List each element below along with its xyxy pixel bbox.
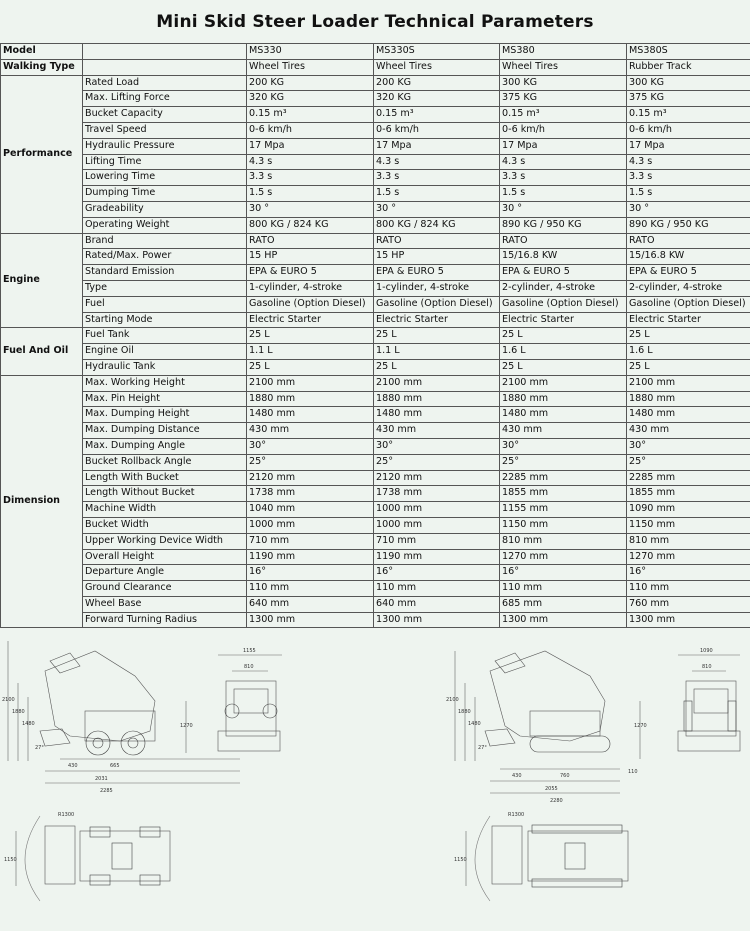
param-value: 4.3 s: [247, 154, 374, 170]
param-value: 1000 mm: [374, 502, 500, 518]
param-value: 300 KG: [627, 75, 750, 91]
walking-type-row: [1, 59, 750, 75]
dim-label: 810: [244, 664, 254, 670]
dim-label: 2280: [550, 798, 563, 804]
param-label: Max. Working Height: [83, 375, 247, 391]
param-value: Gasoline (Option Diesel): [627, 296, 750, 312]
param-value: 25°: [247, 454, 374, 470]
param-value: 640 mm: [374, 596, 500, 612]
param-value: 25 L: [627, 359, 750, 375]
param-value: 1480 mm: [374, 407, 500, 423]
param-value: 430 mm: [247, 423, 374, 439]
dimension-drawings-svg: [0, 631, 750, 927]
param-value: 30 °: [374, 201, 500, 217]
param-value: 3.3 s: [627, 170, 750, 186]
spec-row: [1, 423, 750, 439]
param-label: Fuel Tank: [83, 328, 247, 344]
param-label: Bucket Width: [83, 517, 247, 533]
param-label: Max. Dumping Distance: [83, 423, 247, 439]
spec-row: [1, 138, 750, 154]
dim-label: 1480: [22, 721, 35, 727]
spec-row: [1, 233, 750, 249]
param-value: 2285 mm: [627, 470, 750, 486]
model-name: MS330: [247, 44, 374, 60]
group-label: Engine: [1, 233, 83, 328]
dim-label: 1880: [458, 709, 471, 715]
param-label: Max. Pin Height: [83, 391, 247, 407]
dim-label: 760: [560, 773, 570, 779]
spec-row: [1, 549, 750, 565]
param-label: Engine Oil: [83, 344, 247, 360]
dim-label: 810: [702, 664, 712, 670]
param-value: 2100 mm: [374, 375, 500, 391]
walking-type-value: Rubber Track: [627, 59, 750, 75]
spec-row: [1, 454, 750, 470]
param-value: 0.15 m³: [627, 107, 750, 123]
dim-label: 1155: [243, 648, 256, 654]
param-label: Starting Mode: [83, 312, 247, 328]
param-value: 4.3 s: [627, 154, 750, 170]
tracked-side-view: [455, 651, 640, 793]
model-name: MS380: [500, 44, 627, 60]
param-value: 1480 mm: [627, 407, 750, 423]
param-value: 1738 mm: [374, 486, 500, 502]
param-value: 16°: [374, 565, 500, 581]
param-value: 1880 mm: [374, 391, 500, 407]
dim-label: 1150: [4, 857, 17, 863]
spec-row: [1, 170, 750, 186]
param-value: 1.6 L: [627, 344, 750, 360]
param-value: EPA & EURO 5: [247, 265, 374, 281]
spec-row: [1, 280, 750, 296]
param-value: 1190 mm: [247, 549, 374, 565]
spec-row: [1, 312, 750, 328]
param-value: 3.3 s: [247, 170, 374, 186]
param-value: EPA & EURO 5: [627, 265, 750, 281]
param-value: 15/16.8 KW: [500, 249, 627, 265]
param-value: 15/16.8 KW: [627, 249, 750, 265]
dim-label: 1090: [700, 648, 713, 654]
spec-row: [1, 581, 750, 597]
param-value: 200 KG: [374, 75, 500, 91]
model-label-spacer: [83, 44, 247, 60]
param-value: 110 mm: [247, 581, 374, 597]
param-value: 0.15 m³: [374, 107, 500, 123]
param-value: 200 KG: [247, 75, 374, 91]
param-label: Operating Weight: [83, 217, 247, 233]
dim-label: 2031: [95, 776, 108, 782]
param-label: Rated Load: [83, 75, 247, 91]
param-value: 1.1 L: [247, 344, 374, 360]
spec-row: [1, 612, 750, 628]
param-label: Ground Clearance: [83, 581, 247, 597]
param-value: 30 °: [500, 201, 627, 217]
param-label: Overall Height: [83, 549, 247, 565]
param-value: Electric Starter: [627, 312, 750, 328]
param-value: 17 Mpa: [247, 138, 374, 154]
param-label: Max. Dumping Height: [83, 407, 247, 423]
param-label: Machine Width: [83, 502, 247, 518]
param-label: Standard Emission: [83, 265, 247, 281]
param-value: Electric Starter: [500, 312, 627, 328]
dim-label: 2285: [100, 788, 113, 794]
spec-row: [1, 201, 750, 217]
param-value: 0-6 km/h: [247, 122, 374, 138]
param-value: EPA & EURO 5: [374, 265, 500, 281]
dim-label: 27°: [478, 745, 487, 751]
walking-type-value: Wheel Tires: [500, 59, 627, 75]
param-value: 1.6 L: [500, 344, 627, 360]
param-value: 1190 mm: [374, 549, 500, 565]
dim-label: 2100: [2, 697, 15, 703]
page-title: Mini Skid Steer Loader Technical Parameters: [0, 0, 750, 43]
param-value: 320 KG: [374, 91, 500, 107]
param-label: Lowering Time: [83, 170, 247, 186]
spec-row: [1, 186, 750, 202]
model-name: MS380S: [627, 44, 750, 60]
param-label: Upper Working Device Width: [83, 533, 247, 549]
spec-row: [1, 517, 750, 533]
dim-label: R1300: [58, 812, 74, 818]
spec-row: [1, 154, 750, 170]
param-value: 25°: [500, 454, 627, 470]
param-value: 640 mm: [247, 596, 374, 612]
param-label: Lifting Time: [83, 154, 247, 170]
param-value: 1155 mm: [500, 502, 627, 518]
param-value: 800 KG / 824 KG: [374, 217, 500, 233]
param-label: Bucket Capacity: [83, 107, 247, 123]
dim-label: 2100: [446, 697, 459, 703]
param-value: Gasoline (Option Diesel): [500, 296, 627, 312]
param-value: 1300 mm: [374, 612, 500, 628]
dim-label: 665: [110, 763, 120, 769]
param-label: Length With Bucket: [83, 470, 247, 486]
param-value: 1880 mm: [627, 391, 750, 407]
dimension-drawings: [0, 631, 750, 927]
param-value: 890 KG / 950 KG: [500, 217, 627, 233]
param-value: 710 mm: [247, 533, 374, 549]
dim-label: 1150: [454, 857, 467, 863]
param-value: 30°: [500, 438, 627, 454]
param-value: 0.15 m³: [247, 107, 374, 123]
param-value: 1300 mm: [247, 612, 374, 628]
spec-row: [1, 375, 750, 391]
walking-type-value: Wheel Tires: [374, 59, 500, 75]
param-value: 2285 mm: [500, 470, 627, 486]
param-value: 17 Mpa: [500, 138, 627, 154]
param-value: 17 Mpa: [627, 138, 750, 154]
walking-type-spacer: [83, 59, 247, 75]
spec-row: [1, 359, 750, 375]
param-value: 1300 mm: [500, 612, 627, 628]
spec-row: [1, 107, 750, 123]
param-value: 25°: [627, 454, 750, 470]
param-value: 25°: [374, 454, 500, 470]
spec-row: [1, 470, 750, 486]
param-value: 0-6 km/h: [627, 122, 750, 138]
spec-row: [1, 565, 750, 581]
dim-label: R1300: [508, 812, 524, 818]
param-value: 2120 mm: [374, 470, 500, 486]
param-label: Rated/Max. Power: [83, 249, 247, 265]
param-value: 1150 mm: [627, 517, 750, 533]
param-value: 1480 mm: [500, 407, 627, 423]
param-value: 890 KG / 950 KG: [627, 217, 750, 233]
param-value: 1150 mm: [500, 517, 627, 533]
param-value: 1-cylinder, 4-stroke: [247, 280, 374, 296]
param-value: 1880 mm: [500, 391, 627, 407]
param-value: 2-cylinder, 4-stroke: [500, 280, 627, 296]
param-value: 685 mm: [500, 596, 627, 612]
param-value: 110 mm: [374, 581, 500, 597]
param-value: Electric Starter: [247, 312, 374, 328]
param-value: 2100 mm: [500, 375, 627, 391]
param-value: 15 HP: [374, 249, 500, 265]
param-value: 17 Mpa: [374, 138, 500, 154]
spec-row: [1, 296, 750, 312]
param-value: 0-6 km/h: [500, 122, 627, 138]
param-value: 430 mm: [500, 423, 627, 439]
param-value: 30°: [627, 438, 750, 454]
param-value: 1.5 s: [374, 186, 500, 202]
param-value: 800 KG / 824 KG: [247, 217, 374, 233]
param-value: 16°: [627, 565, 750, 581]
param-label: Gradeability: [83, 201, 247, 217]
wheeled-side-view: [8, 641, 240, 783]
dim-label: 1270: [634, 723, 647, 729]
param-value: 810 mm: [627, 533, 750, 549]
param-value: EPA & EURO 5: [500, 265, 627, 281]
param-value: 1880 mm: [247, 391, 374, 407]
model-name: MS330S: [374, 44, 500, 60]
param-label: Forward Turning Radius: [83, 612, 247, 628]
param-value: 2120 mm: [247, 470, 374, 486]
param-value: 760 mm: [627, 596, 750, 612]
param-value: 1090 mm: [627, 502, 750, 518]
param-value: 430 mm: [627, 423, 750, 439]
spec-row: [1, 75, 750, 91]
spec-row: [1, 249, 750, 265]
param-value: Gasoline (Option Diesel): [374, 296, 500, 312]
param-value: 2100 mm: [247, 375, 374, 391]
param-value: 1000 mm: [247, 517, 374, 533]
param-value: 30 °: [627, 201, 750, 217]
dim-label: 2055: [545, 786, 558, 792]
param-value: 430 mm: [374, 423, 500, 439]
spec-row: [1, 122, 750, 138]
param-label: Departure Angle: [83, 565, 247, 581]
dim-label: 430: [512, 773, 522, 779]
param-value: 1300 mm: [627, 612, 750, 628]
param-value: 1855 mm: [500, 486, 627, 502]
param-value: 0.15 m³: [500, 107, 627, 123]
param-value: 25 L: [627, 328, 750, 344]
spec-row: [1, 217, 750, 233]
spec-table: [0, 43, 750, 628]
param-value: 300 KG: [500, 75, 627, 91]
param-value: Electric Starter: [374, 312, 500, 328]
param-label: Type: [83, 280, 247, 296]
param-value: 25 L: [374, 328, 500, 344]
param-value: 1.5 s: [247, 186, 374, 202]
param-value: 1270 mm: [500, 549, 627, 565]
group-label: Performance: [1, 75, 83, 233]
param-label: Travel Speed: [83, 122, 247, 138]
param-value: RATO: [374, 233, 500, 249]
spec-row: [1, 344, 750, 360]
param-value: 25 L: [247, 328, 374, 344]
walking-type-label: Walking Type: [1, 59, 83, 75]
param-value: 16°: [247, 565, 374, 581]
spec-row: [1, 502, 750, 518]
dim-label: 1880: [12, 709, 25, 715]
spec-row: [1, 91, 750, 107]
param-value: 2100 mm: [627, 375, 750, 391]
param-value: 1.1 L: [374, 344, 500, 360]
spec-row: [1, 596, 750, 612]
param-value: 30°: [247, 438, 374, 454]
param-value: 15 HP: [247, 249, 374, 265]
param-value: 4.3 s: [374, 154, 500, 170]
param-value: 0-6 km/h: [374, 122, 500, 138]
walking-type-value: Wheel Tires: [247, 59, 374, 75]
param-label: Dumping Time: [83, 186, 247, 202]
param-value: 1-cylinder, 4-stroke: [374, 280, 500, 296]
param-value: 1040 mm: [247, 502, 374, 518]
spec-row: [1, 265, 750, 281]
param-value: 1.5 s: [500, 186, 627, 202]
param-value: 25 L: [500, 359, 627, 375]
param-value: 25 L: [374, 359, 500, 375]
dim-label: 1270: [180, 723, 193, 729]
param-label: Hydraulic Tank: [83, 359, 247, 375]
param-label: Wheel Base: [83, 596, 247, 612]
param-value: 110 mm: [500, 581, 627, 597]
spec-row: [1, 407, 750, 423]
dim-label: 27°: [35, 745, 44, 751]
param-value: 30 °: [247, 201, 374, 217]
spec-row: [1, 486, 750, 502]
param-label: Max. Lifting Force: [83, 91, 247, 107]
param-value: 16°: [500, 565, 627, 581]
param-label: Length Without Bucket: [83, 486, 247, 502]
param-value: 1855 mm: [627, 486, 750, 502]
group-label: Dimension: [1, 375, 83, 628]
spec-table-body: [1, 44, 750, 628]
dim-label: 110: [628, 769, 638, 775]
wheeled-top-view: [16, 816, 170, 901]
param-value: 710 mm: [374, 533, 500, 549]
param-value: 1000 mm: [374, 517, 500, 533]
spec-row: [1, 438, 750, 454]
tracked-top-view: [466, 816, 628, 901]
param-value: 30°: [374, 438, 500, 454]
param-value: Gasoline (Option Diesel): [247, 296, 374, 312]
model-row: [1, 44, 750, 60]
param-value: 3.3 s: [500, 170, 627, 186]
param-value: 1480 mm: [247, 407, 374, 423]
param-value: 1270 mm: [627, 549, 750, 565]
param-value: 3.3 s: [374, 170, 500, 186]
model-label: Model: [1, 44, 83, 60]
spec-row: [1, 328, 750, 344]
group-label: Fuel And Oil: [1, 328, 83, 375]
param-value: RATO: [247, 233, 374, 249]
param-value: 1.5 s: [627, 186, 750, 202]
param-label: Bucket Rollback Angle: [83, 454, 247, 470]
dim-label: 430: [68, 763, 78, 769]
param-label: Max. Dumping Angle: [83, 438, 247, 454]
spec-row: [1, 391, 750, 407]
param-value: 320 KG: [247, 91, 374, 107]
param-value: 2-cylinder, 4-stroke: [627, 280, 750, 296]
param-value: 1738 mm: [247, 486, 374, 502]
param-value: 25 L: [500, 328, 627, 344]
param-value: 25 L: [247, 359, 374, 375]
dim-label: 1480: [468, 721, 481, 727]
param-value: 810 mm: [500, 533, 627, 549]
param-value: 375 KG: [627, 91, 750, 107]
param-label: Brand: [83, 233, 247, 249]
param-label: Hydraulic Pressure: [83, 138, 247, 154]
spec-row: [1, 533, 750, 549]
param-label: Fuel: [83, 296, 247, 312]
param-value: 4.3 s: [500, 154, 627, 170]
param-value: RATO: [627, 233, 750, 249]
param-value: 110 mm: [627, 581, 750, 597]
param-value: RATO: [500, 233, 627, 249]
param-value: 375 KG: [500, 91, 627, 107]
